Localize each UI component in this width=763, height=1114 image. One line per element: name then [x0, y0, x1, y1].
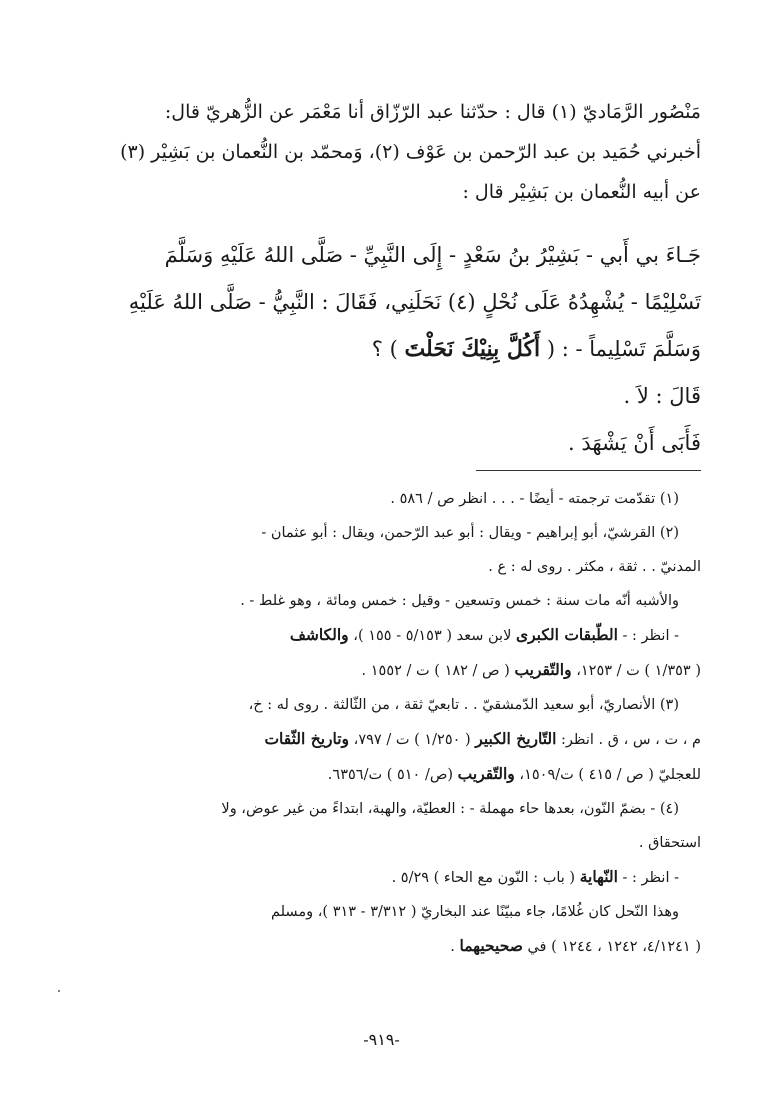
footnote-2-ref-2: ( ١/٣٥٣ ) ت / ١٢٥٣، [576, 663, 701, 679]
isnad-line-3: عن أبيه النُّعمان بن بَشِيْر قال : [462, 181, 701, 203]
matn-line-4: قَالَ : لاَ . [623, 384, 701, 408]
book-title-sahihayn: صحيحيهما [459, 936, 523, 955]
isnad-paragraph [61, 92, 701, 212]
isnad-line-2: أخبرني حُمَيد بن عبد الرّحمن بن عَوْف (٢)، وَمحمّد بن النُّعمان بن بَشِيْر (٣) [120, 141, 701, 163]
book-title-kashif: والكاشف [289, 625, 349, 644]
footnote-4-line-1: (٤) - بضمّ النّون، بعدها حاء مهملة - : العطيّة، والهبة، ابتداءً من غير عوض، ولا [221, 801, 679, 817]
page-number: -٩١٩- [363, 1030, 400, 1049]
footnote-3-line-2 [61, 722, 701, 757]
matn-line-3-post: ) ؟ [371, 337, 398, 361]
footnote-2-line-5 [61, 653, 701, 688]
book-title-taqrib: والتّقريب [514, 660, 572, 679]
book-title-tarikh-thiqat: وتاريخ الثّقات [264, 729, 350, 748]
footnote-3-ref: ( ١/٢٥٠ ) ت / ٧٩٧، [353, 732, 471, 748]
footnote-separator [476, 470, 701, 471]
footnotes [61, 482, 701, 964]
book-title-tabaqat: الطّبقات الكبرى [515, 625, 618, 644]
book-title-tarikh-kabir: التّاريخ الكبير [475, 729, 557, 748]
footnote-2-line-4 [61, 618, 701, 653]
footnote-4-line-2: استحقاق . [638, 835, 701, 851]
matn-line-1: جَـاءَ بي أَبي - بَشِيْرُ بنُ سَعْدٍ - إِلَى النَّبِيِّ - صَلَّى اللهُ عَلَيْهِ وَسَلَّمَ [164, 243, 701, 267]
page-speck [58, 990, 60, 992]
footnote-4-see: - انظر : - [622, 870, 679, 886]
footnote-4-line-4: وهذا النّحل كان غُلامًا، جاء مبيّنًا عند البخاريّ ( ٣/٣١٢ - ٣١٣ )، ومسلم [270, 904, 679, 920]
footnote-1: (١) تقدّمت ترجمته - أيضًا - . . . انظر ص / ٥٨٦ . [390, 491, 679, 507]
footnote-4-ref-2: ( ٤/١٢٤١، ١٢٤٢ ، ١٢٤٤ ) في [527, 939, 701, 955]
footnote-4-ref: ( باب : النّون مع الحاء ) ٥/٢٩ . [391, 870, 576, 886]
footnote-3-line-1: (٣) الأنصاريّ، أبو سعيد الدّمشقيّ . . تابعيّ ثقة ، من الثّالثة . روى له : خ، [248, 697, 679, 713]
prophet-question: أَكُلَّ بِنِيْكَ نَحَلْتَ [404, 336, 541, 362]
footnote-4-end: . [450, 939, 455, 955]
footnote-2-line-2: المدنيّ . . ثقة ، مكثر . روى له : ع . [488, 559, 701, 575]
matn-line-3 [61, 326, 701, 373]
hadith-text [61, 232, 701, 467]
footnote-4-line-5 [61, 929, 701, 964]
footnote-3-line-3 [61, 757, 701, 792]
book-title-nihaya: النّهاية [579, 867, 618, 886]
isnad-line-1: مَنْصُور الرَّمَاديّ (١) قال : حدّثنا عبد الرّزّاق أنا مَعْمَر عن الزُّهريّ قال: [164, 101, 701, 123]
footnote-3-ref-3: (ص/ ٥١٠ ) ت/٦٣٥٦. [327, 767, 454, 783]
footnote-2-ref-3: ( ص / ١٨٢ ) ت / ١٥٥٢ . [361, 663, 510, 679]
matn-line-5: فَأَبَى أَنْ يَشْهَدَ . [567, 431, 701, 455]
matn-line-3-pre: وَسَلَّمَ تَسْلِيماً - : ( [546, 337, 701, 361]
footnote-3-ref-2: للعجليّ ( ص / ٤١٥ ) ت/١٥٠٩، [519, 767, 701, 783]
matn-line-2: تَسْلِيْمًا - يُشْهِدُهُ عَلَى نُحْلٍ (٤) نَحَلَنِي، فَقَالَ : النَّبِيُّ - صَلَّى اللهُ عَلَيْهِ [128, 290, 701, 314]
footnote-2-line-3: والأشبه أنّه مات سنة : خمس وتسعين - وقيل : خمس ومائة ، وهو غلط - . [240, 593, 679, 609]
footnote-2-ref: لابن سعد ( ٥/١٥٣ - ١٥٥ )، [353, 628, 512, 644]
footnote-3-symbols: م ، ت ، س ، ق . انظر: [561, 732, 701, 748]
footnote-4-line-3 [61, 860, 701, 895]
footnote-2-line-1: (٢) القرشيّ، أبو إبراهيم - ويقال : أبو عبد الرّحمن، ويقال : أبو عثمان - [261, 525, 679, 541]
footnote-2-see: - انظر : - [622, 628, 679, 644]
book-title-taqrib-2: والتّقريب [457, 764, 515, 783]
